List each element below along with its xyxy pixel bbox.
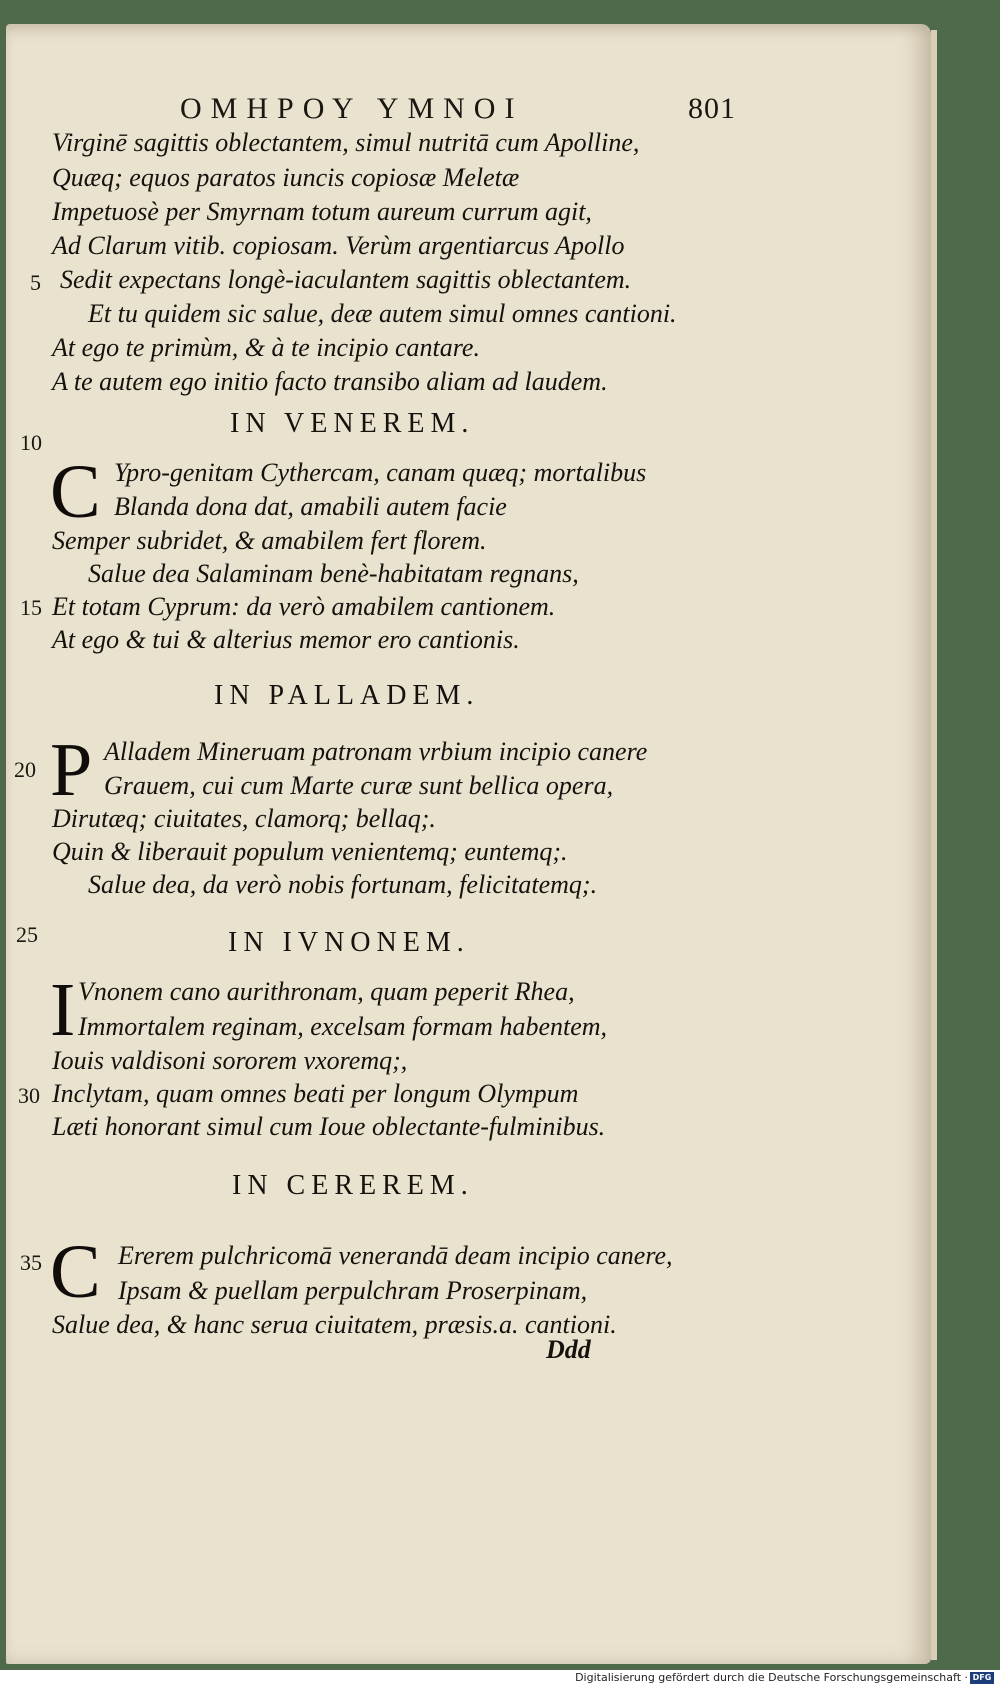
verse-line: Dirutæq; ciuitates, clamorq; bellaq;.	[52, 804, 436, 833]
verse-line: Et tu quidem sic salue, deæ autem simul omnes cantioni.	[88, 299, 677, 328]
verse-line: Alladem Mineruam patronam vrbium incipio canere	[104, 737, 648, 766]
verse-line: Læti honorant simul cum Ioue oblectante-fulminibus.	[52, 1112, 606, 1141]
verse-line: Et totam Cyprum: da verò amabilem cantionem.	[52, 592, 556, 621]
line-number: 10	[20, 430, 42, 455]
verse-line: A te autem ego initio facto transibo aliam ad laudem.	[52, 367, 608, 396]
signature-mark: Ddd	[546, 1335, 591, 1364]
dfg-logo-icon: DFG	[970, 1672, 994, 1684]
verse-line: At ego & tui & alterius memor ero cantionis.	[52, 625, 520, 654]
verse-line: Sedit expectans longè-iaculantem sagittis oblectantem.	[60, 265, 632, 294]
section-heading-pallas: IN PALLADEM.	[214, 680, 480, 711]
verse-line: Ipsam & puellam perpulchram Proserpinam,	[118, 1276, 588, 1305]
verse-line: Impetuosè per Smyrnam totum aureum currum agit,	[52, 197, 592, 226]
drop-initial: C	[50, 450, 101, 534]
drop-initial: I	[50, 968, 76, 1052]
footer-credit: Digitalisierung gefördert durch die Deutsche Forschungsgemeinschaft ·	[575, 1671, 968, 1684]
verse-line: Ad Clarum vitib. copiosam. Verùm argentiarcus Apollo	[52, 231, 625, 260]
verse-line: Inclytam, quam omnes beati per longum Olympum	[52, 1079, 579, 1108]
drop-initial: C	[50, 1230, 101, 1314]
verse-line: Semper subridet, & amabilem fert florem.	[52, 526, 487, 555]
line-number: 30	[18, 1083, 40, 1108]
line-number: 25	[16, 922, 38, 947]
section-heading-venus: IN VENEREM.	[230, 408, 475, 439]
verse-line: Salue dea, da verò nobis fortunam, felicitatemq;.	[88, 870, 598, 899]
verse-line: Quæq; equos paratos iuncis copiosæ Meletæ	[52, 163, 520, 192]
section-heading-juno: IN IVNONEM.	[228, 927, 470, 958]
running-head: ΟΜΗΡΟΥ ΥΜΝΟΙ	[180, 92, 524, 125]
verse-line: Immortalem reginam, excelsam formam habentem,	[78, 1012, 608, 1041]
verse-line: At ego te primùm, & à te incipio cantare.	[52, 333, 480, 362]
verse-line: Blanda dona dat, amabili autem facie	[114, 492, 507, 521]
line-number: 5	[30, 270, 41, 295]
verse-line: Grauem, cui cum Marte curæ sunt bellica opera,	[104, 771, 614, 800]
verse-line: Salue dea, & hanc serua ciuitatem, præsis.a. cantioni.	[52, 1310, 617, 1339]
section-heading-ceres: IN CEREREM.	[232, 1170, 474, 1201]
verse-line: Virginē sagittis oblectantem, simul nutritā cum Apolline,	[52, 128, 640, 157]
footer-bar	[0, 1670, 1000, 1687]
verse-line: Ypro-genitam Cythercam, canam quæq; mortalibus	[114, 458, 647, 487]
line-number: 20	[14, 757, 36, 782]
page-edge	[931, 30, 937, 1660]
verse-line: Salue dea Salaminam benè-habitatam regnans,	[88, 559, 579, 588]
verse-line: Iouis valdisoni sororem vxoremq;,	[52, 1046, 408, 1075]
verse-line: Quin & liberauit populum venientemq; euntemq;.	[52, 837, 568, 866]
line-number: 35	[20, 1250, 42, 1275]
folio-number: 801	[688, 92, 736, 125]
line-number: 15	[20, 595, 42, 620]
verse-line: Vnonem cano aurithronam, quam peperit Rhea,	[78, 977, 575, 1006]
drop-initial: P	[50, 728, 93, 812]
verse-line: Ererem pulchricomā venerandā deam incipio canere,	[118, 1241, 673, 1270]
